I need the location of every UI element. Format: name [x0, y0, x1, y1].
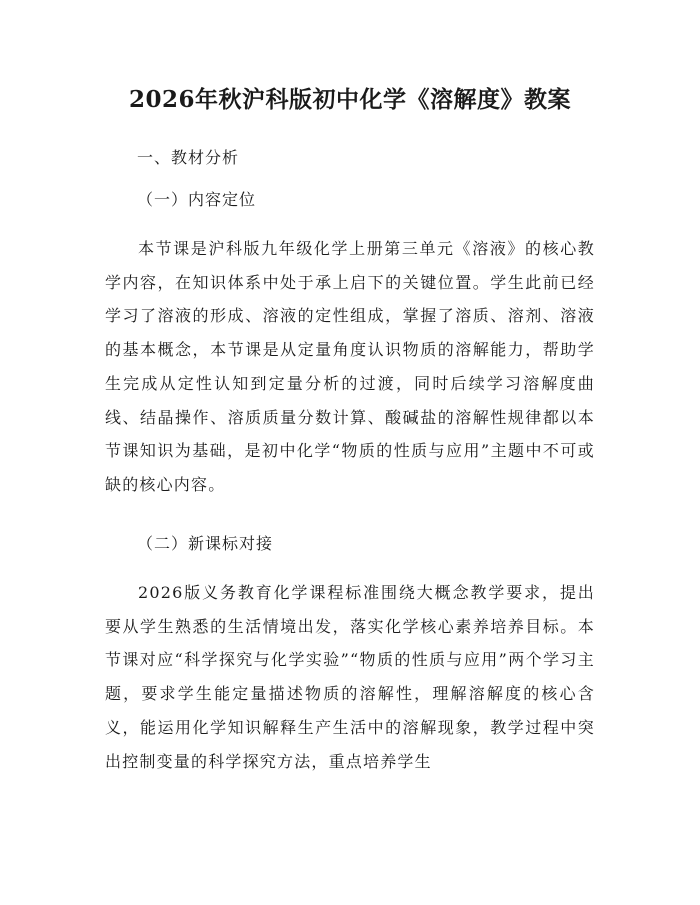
- subsection-heading-new-curriculum: （二）新课标对接: [137, 534, 274, 553]
- paragraph-new-curriculum: 2026版义务教育化学课程标准围绕大概念教学要求，提出要从学生熟悉的生活情境出发，落实化学核心素养培养目标。本节课对应“科学探究与化学实验”“物质的性质与应用”两个学习主题，要求学生能定量描述物质的溶解性，理解溶解度的核心含义，能运用化学知识解释生产生活中的溶解现象，教学过程中突出控制变量的科学探究方法，重点培养学生: [105, 583, 595, 771]
- section-heading-teaching-material-analysis: 一、教材分析: [137, 148, 240, 167]
- paragraph-content-positioning: 本节课是沪科版九年级化学上册第三单元《溶液》的核心教学内容，在知识体系中处于承上启下的关键位置。学生此前已经学习了溶液的形成、溶液的定性组成，掌握了溶质、溶剂、溶液的基本概念，本节课是从定量角度认识物质的溶解能力，帮助学生完成从定性认知到定量分析的过渡，同时后续学习溶解度曲线、结晶操作、溶质质量分数计算、酸碱盐的溶解性规律都以本节课知识为基础，是初中化学“物质的性质与应用”主题中不可或缺的核心内容。: [105, 239, 595, 494]
- document-title: 2026年秋沪科版初中化学《溶解度》教案: [128, 86, 571, 113]
- subsection-heading-content-positioning: （一）内容定位: [137, 190, 257, 209]
